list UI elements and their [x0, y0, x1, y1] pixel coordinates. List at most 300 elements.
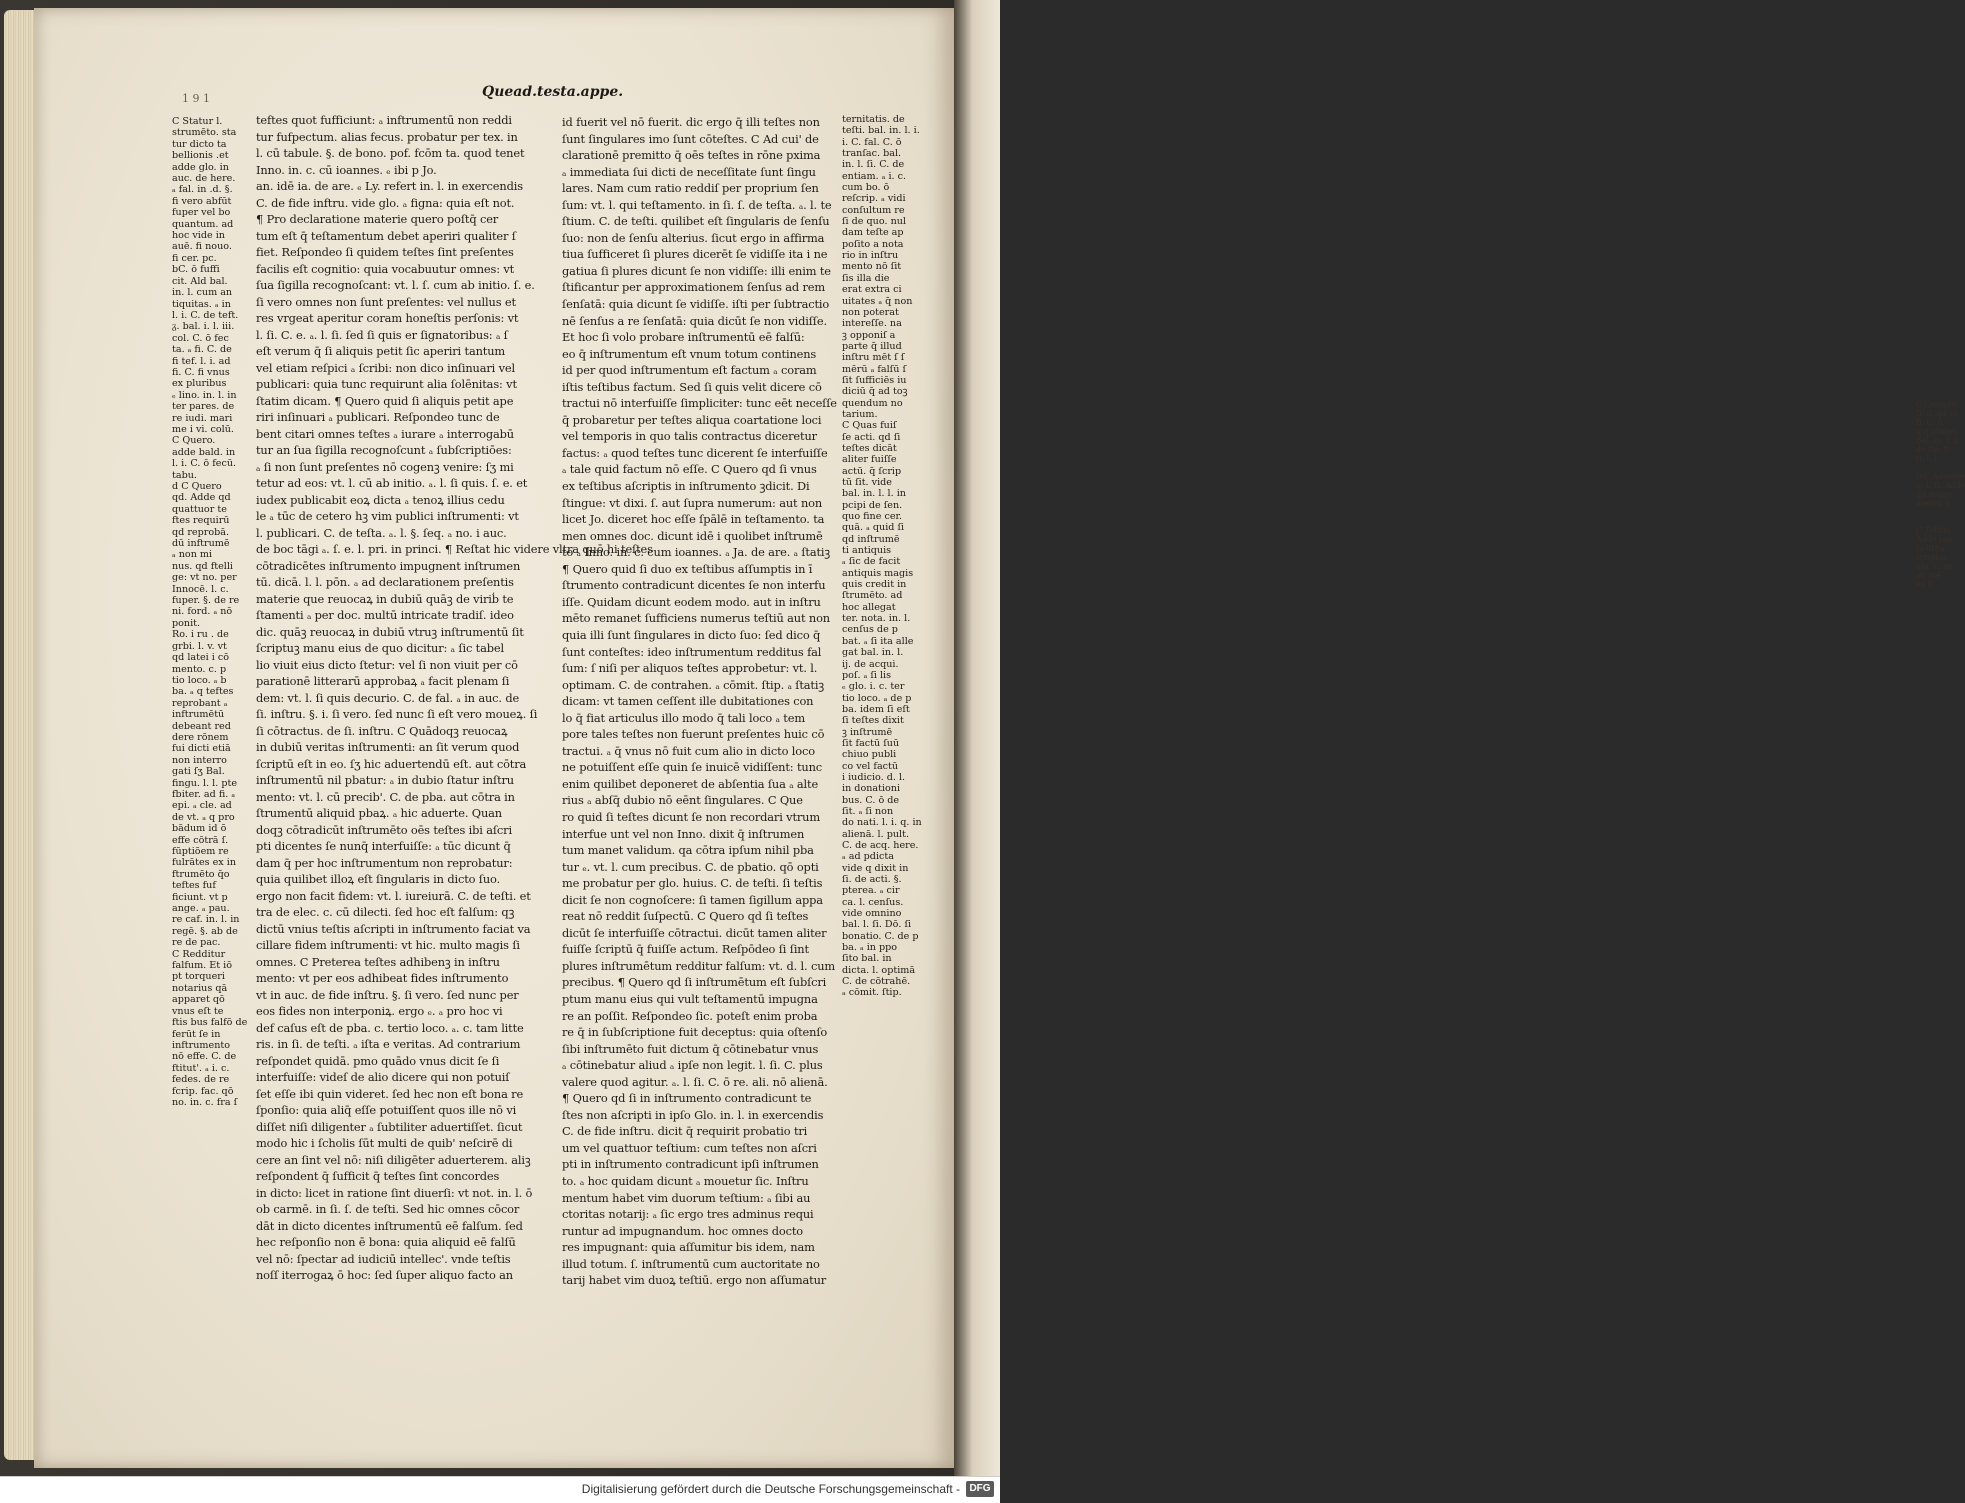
text-line: tur ₑ. vt. l. cum precibus. C. de pbatio. qō opti	[562, 859, 819, 874]
margin-note-line: ſito bal. in	[842, 953, 892, 965]
margin-note-line: auē. fi nouo.	[172, 241, 232, 253]
text-line: ¶ Pro declaratione materie quero poſtq̄ cer	[256, 212, 499, 226]
text-line: to ₐ Inno. in. c. cum ioannes. ₐ Ja. de are. ₐ ſtatiꝫ	[562, 545, 831, 560]
text-line: noſſ iterrogaꝝ ō hoc: ſed ſuper aliquo facto an	[256, 1268, 513, 1282]
text-line: id per quod inſtrumentum eſt factum ₐ coram	[562, 363, 817, 378]
text-line: valere quod agitur. ₐ. l. ſi. C. ō re. ali. nō alienā.	[562, 1074, 828, 1089]
next-page-note-line	[1916, 508, 1954, 517]
text-line: tū. dicā. l. l. pōn. ₐ ad declarationem preſentis	[256, 575, 514, 589]
margin-note-line: tabu.	[172, 469, 197, 481]
text-line: re q̄ in ſubſcriptione fuit deceptus: quia oſtenſo	[562, 1025, 828, 1040]
text-line: in dicto: licet in ratione ſint diuerſi: vt not. in. l. ō	[256, 1185, 533, 1200]
margin-note-line: tarium.	[842, 408, 878, 420]
text-line: interfue unt vel non Inno. dixit q̄ inſtrumen	[562, 826, 805, 841]
margin-note-line: ſi teſtes dixit	[842, 715, 904, 727]
margin-note-line: bellionis .et	[172, 150, 229, 162]
margin-note-line: C Quas fuiſ	[842, 420, 897, 432]
margin-note-line: bat. ₐ ſi ita alle	[842, 635, 914, 647]
text-line: inſtrumentū nil pbatur: ₐ in dubio ſtatur inſtru	[256, 773, 514, 787]
margin-note-line: ₐ non mi	[172, 549, 213, 561]
text-line: to. ₐ hoc quidam dicunt ₐ mouetur ſic. Inſtru	[562, 1174, 809, 1188]
margin-note-line: adde glo. in	[172, 161, 229, 173]
text-line: lo q̄ fiat articulus illo modo q̄ tali loco ₐ tem	[562, 710, 805, 725]
footer-bar	[0, 1476, 1000, 1503]
margin-note-line: tū ſit. vide	[842, 477, 892, 488]
margin-note-line: teſti. bal. in. l. i.	[842, 125, 920, 137]
margin-note-line: epi. ₐ cle. ad	[172, 800, 232, 812]
text-line: fuiſſe ſcriptū q̄ fuiſſe actum. Reſpōdeo ſi ſint	[562, 942, 809, 957]
text-line: tum manet validum. qa cōtra ipſum nihil pba	[562, 843, 814, 858]
margin-note-line: do nati. l. i. q. in	[842, 817, 922, 829]
text-line: eo q̄ inſtrumentum eſt vnum totum continens	[562, 346, 817, 361]
margin-note-line: quantum. ad	[172, 218, 234, 230]
margin-note-line: regē. §. ab de	[172, 925, 238, 937]
text-line: reſpondet quidā. pmo quādo vnus dicit ſe ſi	[256, 1053, 500, 1068]
text-line: iſſe. Quidam dicunt eodem modo. aut in inſtru	[562, 594, 821, 609]
text-line: parationē litterarū approbaꝝ ₐ facit plenam ſi	[256, 674, 510, 688]
margin-note-line: tio loco. ₐ de p	[842, 692, 912, 704]
margin-note-line: fi. C. fi vnus	[172, 366, 230, 378]
margin-note-line: cit. Ald bal.	[172, 275, 228, 287]
text-line: ex teſtibus aſcriptis in inſtrumento ꝫdicit. Di	[562, 479, 810, 494]
margin-note-line: qd inſtrumē	[842, 533, 900, 545]
text-line: me probatur per glo. huius. C. de teſti. ſi teſtis	[562, 876, 823, 891]
text-line: enim quilibet deponeret de abſentia ſua ₐ alte	[562, 776, 819, 791]
text-line: tur fufpectum. alias fecus. probatur per tex. in	[256, 129, 518, 144]
margin-note-line: ba. idem ſi eſt	[842, 703, 910, 715]
margin-note-line: re caf. in. l. in	[172, 914, 240, 926]
text-line: tur an ſua ſigilla recognoſcunt ₐ ſubſcriptiōes:	[256, 443, 512, 457]
text-line: publicari: quia tunc requirunt alia ſolēnitas: vt	[256, 377, 517, 391]
text-line: ſunt conteſtes: ideo inſtrumentum redditus fal	[562, 644, 822, 659]
text-line: mento: vt. l. cū precib'. C. de pba. aut cōtra in	[256, 789, 515, 804]
next-page-note-line: ſi. l. i.	[1916, 454, 1940, 463]
text-line: cōtradicētes inſtrumento impugnent inſtrumen	[256, 558, 521, 573]
margin-note-line: ferūt ſe in	[172, 1028, 221, 1040]
margin-note-line: dam teſte ap	[842, 227, 904, 239]
text-line: ſum: ſ niſi per aliquos teſtes approbetur: vt. l.	[562, 661, 818, 676]
margin-note-line: fulrātes ex in	[172, 857, 236, 869]
margin-note-line: vnus eſt te	[172, 1005, 224, 1017]
margin-note-line: ſi. de acti. §.	[842, 874, 902, 886]
margin-note-line: auc. de here.	[172, 173, 236, 185]
margin-note-line: ᵹ. bal. i. l. iii.	[172, 321, 235, 333]
text-line: ſtatim dicam. ¶ Quero quid ſi aliquis petit ape	[256, 393, 514, 408]
margin-note-line: qd latei i cō	[172, 652, 230, 664]
margin-note-line: ₐ ad pdicta	[842, 851, 894, 863]
text-line: ſtrumento contradicunt dicentes ſe non interfu	[562, 578, 826, 593]
next-page-note-line: Adde bar	[1916, 535, 1954, 544]
margin-note-line: hoc allegat	[842, 601, 896, 613]
text-line: gatiua ſi plures dicunt ſe non vidiſſe: illi enim te	[562, 263, 831, 278]
text-line: lio viuit eius dicto ſtetur: vel ſi non viuit per cō	[256, 657, 518, 672]
text-line: clarationē premitto q̄ oēs teſtes in rōne pxima	[562, 148, 821, 163]
text-line: modo hic i ſcholis ſūt multi de quib' neſcirē di	[256, 1136, 513, 1150]
margin-note-line: dere rōnem	[172, 731, 229, 743]
margin-note-line: fedes. de re	[172, 1074, 230, 1086]
margin-note-line: bal. in. l. l. in	[842, 488, 906, 500]
right-margin-notes	[842, 114, 932, 999]
text-line: ctoritas notarij: ₐ ſic ergo tres adminus requi	[562, 1207, 814, 1222]
margin-note-line: mento nō ſit	[842, 261, 902, 273]
margin-note-line: fi cer. pc.	[172, 252, 217, 264]
margin-note-line: intereſſe. na	[842, 318, 902, 330]
margin-note-line: diciū q̄ ad toꝫ	[842, 386, 908, 398]
margin-note-line: ter. nota. in. l.	[842, 613, 911, 625]
margin-note-line: tur dicto ta	[172, 138, 227, 150]
text-line: factus: ₐ quod teſtes tunc dicerent ſe interfuiſſe	[562, 445, 828, 460]
margin-note-line: pcipi de ſen.	[842, 499, 903, 511]
next-page-note-line: ex ſi	[1916, 580, 1934, 589]
margin-note-line: vide omnino	[842, 908, 902, 920]
text-line: vt in auc. de fide inſtru. §. ſi vero. ſed nunc per	[256, 987, 519, 1002]
margin-note-line: ter pares. de	[172, 401, 235, 413]
next-page-margin-notes	[1916, 400, 1965, 1120]
margin-note-line: ſit. ₐ ſi non	[842, 805, 894, 817]
text-line: tiua ſufficeret ſi plures dicerēt ſe vidiſſe ita i ne	[562, 247, 828, 262]
margin-note-line: grbi. l. v. vt	[172, 640, 227, 652]
text-line: fiet. Reſpondeo ſi quidem teſtes ſint preſentes	[256, 245, 514, 259]
text-line: def caſus eſt de pba. c. tertio loco. ₐ. c. tam litte	[256, 1020, 524, 1035]
text-line: pore tales teſtes non fuerunt preſentes huic cō	[562, 727, 825, 742]
text-line: dic. quāꝫ reuocaꝝ in dubiū vtruꝫ inſtrumentū ſit	[256, 624, 524, 639]
text-line: licet Jo. diceret hoc eſſe ſpālē in teſtamento. ta	[562, 512, 825, 527]
margin-note-line: d C Quero	[172, 481, 222, 492]
text-line: vel etiam reſpici ₐ ſcribi: non dico inſinuari vel	[256, 360, 515, 375]
margin-note-line: erat extra ci	[842, 284, 902, 296]
margin-note-line: co vel factū	[842, 760, 899, 772]
margin-note-line: ꝫ inſtrumē	[842, 726, 893, 738]
margin-note-line: parte q̄ illud	[842, 340, 902, 352]
margin-note-line: qd reprobā.	[172, 526, 230, 538]
text-line: ſuo: non de ſenſu alterius. ſicut ergo in affirma	[562, 230, 825, 245]
margin-note-line: bus. C. ō de	[842, 794, 900, 806]
margin-note-line: teftes fuf	[172, 880, 216, 892]
next-page-note-line: ſcriptos	[1916, 553, 1948, 562]
text-line: C. de fide inftru. vide glo. ₐ figna: quia eſt not.	[256, 195, 515, 210]
text-line: ergo non facit fidem: vt. l. iureiurā. C. de teſti. et	[256, 888, 531, 903]
text-line: de boc tāgi ₐ. ſ. e. l. pri. in princi. ¶ Reſtat hic videre vltra quō hi teſtes	[256, 542, 653, 556]
text-line: diſſet niſi diligenter ₐ ſubtiliter aduertiſſet. ſicut	[256, 1119, 523, 1134]
margin-note-line: cum bo. ō	[842, 182, 890, 194]
margin-note-line: ta. ₐ fi. C. de	[172, 344, 232, 356]
margin-note-line: pterea. ₐ cir	[842, 885, 900, 897]
margin-note-line: ſi de quo. nul	[842, 216, 906, 228]
margin-note-line: ange. ₐ pau.	[172, 903, 230, 915]
text-line: res vrgeat aperitur coram honeſtis perſonis: vt	[256, 311, 519, 325]
margin-note-line: pt torqueri	[172, 971, 225, 983]
margin-note-line: adde bald. in	[172, 446, 236, 458]
margin-note-line: non poterat	[842, 306, 899, 318]
text-line: ro quid ſi teſtes dicunt ſe non recordari vtrum	[562, 809, 821, 824]
margin-note-line: inftrumento	[172, 1039, 231, 1051]
margin-note-line: bonatio. C. de p	[842, 930, 919, 942]
margin-note-line: dicta. l. optimā	[842, 964, 916, 976]
next-page-note-line: q q plures	[1916, 427, 1957, 436]
next-page-note-line: C Quando	[1916, 400, 1957, 409]
text-line: ſtificantur per approximationem ſenſus ad rem	[562, 280, 826, 295]
margin-note-line: ex pluribus	[172, 378, 227, 390]
margin-note-line: poſ. ₐ ſi lis	[842, 669, 892, 681]
next-page-note-line: ſi. C. ō	[1916, 418, 1943, 427]
margin-note-line: de vt. ₐ q pro	[172, 811, 235, 823]
margin-note-line: tio loco. ₐ b	[172, 674, 227, 686]
margin-note-line: Innocē. l. c.	[172, 583, 229, 595]
margin-note-line: ftitut'. ₐ i. c.	[172, 1062, 230, 1074]
text-line: reſpondent q̄ ſufficit q̄ teſtes ſint concordes	[256, 1169, 500, 1183]
margin-note-line: nus. qd ftelli	[172, 560, 234, 572]
text-line: ₐ tale quid factum nō eſſe. C Quero qd ſi vnus	[562, 462, 817, 477]
margin-note-line: ₐ fal. in .d. §.	[172, 184, 233, 196]
text-line: optimam. C. de contrahen. ₐ cōmit. ſtip. ₐ ſtatiꝫ	[562, 677, 825, 692]
margin-note-line: inſtru mēt ſ ſ	[842, 352, 905, 364]
margin-note-line: ſit ſufficiēs iu	[842, 374, 907, 386]
next-page-note-line: la libra	[1916, 544, 1945, 553]
margin-note-line: quattuor te	[172, 503, 227, 515]
text-line: ſet eſſe ibi quin videret. ſed hec non eſt bona re	[256, 1086, 524, 1101]
margin-note-line: ba. ₐ q teftes	[172, 686, 234, 698]
margin-note-line: uitates ₐ q̄ non	[842, 295, 913, 307]
text-line: materie que reuocaꝝ in dubiū quāꝫ de viriḃ te	[256, 591, 514, 606]
text-line: dāt in dicto dicentes inſtrumentū eē falſum. ſed	[256, 1218, 523, 1233]
margin-note-line: ſe acti. qd ſi	[842, 431, 901, 443]
text-line: tum eſt q̄ teſtamentum debet aperiri qualiter ſ	[256, 228, 516, 243]
margin-note-line: quo fine cer.	[842, 511, 903, 523]
margin-note-line: rio in inſtru	[842, 250, 899, 262]
text-line: ſunt ſingulares imo ſunt cōteſtes. C Ad cui' de	[562, 131, 819, 146]
margin-note-line: quā. ₐ quid ſi	[842, 522, 905, 534]
text-line: ſtamenti ₐ per doc. multū intricate tradiſ. ideo	[256, 608, 514, 622]
text-line: ſua ſigilla recognoſcant: vt. l. ſ. cum ab initio. ſ. e.	[256, 278, 535, 292]
text-line: l. ſi. C. e. ₐ. l. ſi. ſed ſi quis er ſignatoribus: ₐ ſ	[256, 327, 508, 342]
text-line: vel nō: ſpectar ad iudiciū intellec'. vnde teſtis	[256, 1251, 511, 1266]
text-line: lares. Nam cum ratio reddiſ per proprium ſen	[562, 181, 819, 196]
text-line: pti dicentes ſe nunq̄ interfuiſſe: ₐ tūc dicunt q̄	[256, 839, 511, 853]
next-page-edge	[954, 0, 1965, 1476]
text-line: ſtrumentū aliquid pbaꝝ. ₐ hic aduerte. Quan	[256, 806, 502, 820]
text-line: quia illi ſunt ſingulares in dicto ſuo: ſed dico q̄	[562, 627, 821, 642]
text-line: tra de elec. c. cū dilecti. ſed hoc eſt falſum: qꝫ	[256, 905, 515, 919]
text-line: ₐ ſi non ſunt preſentes nō cogenꝫ venire: ſʒ mi	[256, 459, 514, 474]
margin-note-line: tranſac. bal.	[842, 148, 902, 160]
next-page-note-line: mentū q̄	[1916, 499, 1950, 508]
text-line: reat nō reddit ſuſpectū. C Quero qd ſi teſtes	[562, 909, 809, 924]
text-line: facilis eſt cognitio: quia vocabuutur omnes: vt	[256, 261, 515, 276]
text-line: dicam: vt tamen ceſſent ille dubitationes con	[562, 694, 814, 709]
text-line: l. publicari. C. de teſta. ₐ. l. §. ſeq. ₐ no. i auc.	[256, 525, 507, 540]
text-line: ſtingue: vt dixi. ſ. aut ſupra numerum: aut non	[562, 495, 823, 510]
text-line: mentum habet vim duorum teſtium: ₐ ſibi au	[562, 1190, 811, 1205]
margin-note-line: actū. q̄ ſcrip	[842, 465, 902, 477]
margin-note-line: antiquis magis	[842, 567, 914, 579]
margin-note-line: fūptiōem re	[172, 846, 229, 857]
next-page-note-line: ia. mē	[1916, 571, 1941, 580]
margin-note-line: ꝫ opponiſ a	[842, 329, 896, 341]
next-page-note-line: C Teſtim	[1916, 526, 1951, 535]
text-line: ſcriptuꝫ manu eius de quo dicitur: ₐ ſic tabel	[256, 641, 504, 655]
text-line: ſtes non aſcripti in ipſo Glo. in. l. in exercendis	[562, 1107, 824, 1122]
margin-note-line: poſito a nota	[842, 238, 904, 250]
text-line: pti in inſtrumento contradicunt ipſi inſtrumen	[562, 1157, 819, 1172]
text-line: runtur ad impugnandum. hoc omnes docto	[562, 1223, 803, 1238]
margin-note-line: bC. ō fuffi	[172, 264, 220, 276]
text-line: dem: vt. l. ſi quis decurio. C. de fal. ₐ in auc. de	[256, 690, 520, 705]
text-line: iudex publicabit eoꝝ dicta ₐ tenoꝝ illius cedu	[256, 492, 505, 507]
margin-note-line: apparet qō	[172, 994, 225, 1006]
text-line: rius ₐ abſq̄ dubio nō eēnt ſingulares. C Que	[562, 793, 803, 808]
text-line: ₐ cōtinebatur aliud ₐ ipſe non legit. l. ſi. C. plus	[562, 1058, 823, 1073]
margin-note-line: re iudi. mari	[172, 412, 233, 424]
margin-note-line: ti antiquis	[842, 545, 892, 557]
next-page-note-line	[1916, 517, 1954, 526]
footer-credit: Digitalisierung gefördert durch die Deutsche Forschungsgemeinschaft -	[581, 1482, 960, 1496]
margin-note-line: l. i. C. ō fecū.	[172, 458, 237, 470]
margin-note-line: strumēto. sta	[172, 127, 237, 139]
margin-note-line: ₑ glo. i. c. ter	[842, 681, 905, 693]
text-line: ¶ Quero quid ſi duo ex teſtibus aſſumptis in ī	[562, 561, 813, 576]
margin-note-line: alienā. l. pult.	[842, 828, 909, 840]
margin-note-line: gat bal. in. l.	[842, 647, 904, 659]
text-line: ne potuiſſent eſſe quin ſe inuicē vidiſſent: tunc	[562, 760, 822, 775]
margin-note-line: ij. de acqui.	[842, 658, 899, 670]
text-line: le ₐ tūc de cetero hꝫ vim publici inſtrumenti: vt	[256, 509, 519, 523]
text-line: tractui. ₐ q̄ vnus nō fuit cum alio in dicto loco	[562, 743, 815, 758]
text-line: men omnes doc. dicunt idē i quolibet inſtrumē	[562, 528, 823, 543]
text-line: ſi. inſtru. §. i. ſi vero. ſed nunc ſi eſt vero moueꝝ. ſi	[256, 707, 538, 721]
margin-note-line: fingu. l. l. pte	[172, 777, 238, 789]
text-line: omnes. C Preterea teſtes adhibenꝫ in inſtru	[256, 954, 500, 969]
text-line: ſcriptū eſt in eo. ſʒ hic aduertendū eſt. aut cōtra	[256, 756, 527, 771]
left-margin-notes	[172, 116, 248, 1108]
margin-note-line: tiquitas. ₐ in	[172, 298, 231, 310]
margin-note-line: C. de acq. here.	[842, 840, 919, 851]
text-line: um vel quattuor teſtium: cum teſtes non aſcri	[562, 1140, 817, 1155]
margin-note-line: ſis illa die	[842, 272, 890, 284]
margin-note-line: vide q dixit in	[842, 862, 909, 874]
margin-note-line: ficiunt. vt p	[172, 891, 228, 903]
text-line: plures inſtrumētum redditur falſum: vt. d. l. cum	[562, 958, 836, 973]
text-line: precibus. ¶ Quero qd ſi inſtrumētum eſt ſubſcri	[562, 975, 827, 990]
text-line: iſtis teſtibus factum. Sed ſi quis velit dicere cō	[562, 379, 822, 394]
margin-note-line: C Quero.	[172, 435, 216, 447]
margin-note-line: ſtrumēto. ad	[842, 590, 903, 602]
margin-note-line: ₐ cōmit. ſtip.	[842, 987, 902, 999]
margin-note-line: fbiter. ad fi. ₐ	[172, 788, 236, 800]
text-line: ſtium. C. de teſti. quilibet eſt ſingularis de ſenſu	[562, 214, 830, 229]
margin-note-line: ſit factū ſuū	[842, 737, 900, 749]
text-line: teftes quot fufficiunt: ₐ inftrumentū non reddi	[256, 113, 512, 127]
text-line: ¶ Quero qd ſi in inſtrumento contradicunt te	[562, 1091, 812, 1106]
text-line: tractui nō interfuiſſe ſimpliciter: tunc eēt neceſſe	[562, 396, 837, 411]
next-page-note-line: qd magis	[1916, 490, 1953, 499]
text-line: nē ſenſus a re ſenſatā: quia dicūt ſe non vidiſſe.	[562, 313, 827, 328]
margin-note-line: fcrip. fac. qō	[172, 1085, 234, 1097]
margin-note-line: cenſus de p	[842, 624, 898, 636]
margin-note-line: quis credit in	[842, 579, 907, 591]
text-line: vel temporis in quo talis contractus diceretur	[562, 429, 817, 444]
text-line: illud totum. ſ. inſtrumentū cum auctoritate no	[562, 1256, 820, 1271]
margin-note-line: col. C. ō fec	[172, 332, 229, 344]
text-line: res impugnant: quia aſſumitur bis idem, nam	[562, 1240, 815, 1255]
margin-note-line: C Redditur	[172, 948, 226, 960]
text-line: quia quilibet illoꝝ eſt ſingularis in dicto ſuo.	[256, 872, 501, 886]
next-page-note-line: bal. in. l. i.	[1916, 436, 1960, 445]
text-line: tarij habet vim duoꝝ teſtiū. ergo non aſſumatur	[562, 1273, 827, 1288]
main-column-right	[562, 114, 837, 1289]
margin-note-line: Ro. i ru . de	[172, 629, 229, 641]
margin-note-line: l. i. C. de teft.	[172, 309, 239, 321]
text-line: in dubiū veritas inſtrumenti: an ſit verum quod	[256, 740, 520, 754]
margin-note-line: debeant red	[172, 720, 231, 732]
text-line: interfuiſſe: videſ de alio dicere qui non potuiſ	[256, 1070, 510, 1084]
margin-note-line: entiam. ₐ i. c.	[842, 170, 907, 182]
margin-note-line: hoc vide in	[172, 230, 225, 242]
text-line: mēto remanet ſufficiens numerus teſtiū aut non	[562, 611, 830, 626]
margin-note-line: fui dicti etiā	[172, 743, 231, 755]
text-line: an. idē ia. de are. ₑ Ly. refert in. l. in exercendis	[256, 179, 523, 193]
margin-note-line: non interro	[172, 754, 227, 766]
margin-note-line: me i vi. colū.	[172, 423, 234, 435]
text-line: ptum manu eius qui vult teſtamentū impugna	[562, 991, 818, 1006]
next-page-note-line: ſi. d. qd vi	[1916, 409, 1957, 418]
margin-note-line: teſtes dicāt	[842, 442, 897, 454]
text-line: ſibi inſtrumēto fuit dictum q̄ cōtinebatur vnus	[562, 1041, 819, 1056]
margin-note-line: fi vero abfūt	[172, 195, 232, 207]
next-page-note-line	[1916, 463, 1954, 472]
margin-note-line: mērū ₐ falſū ſ	[842, 363, 907, 375]
margin-note-line: C Statur l.	[172, 116, 223, 127]
margin-note-line: ftrumēto q̄o	[172, 868, 230, 880]
margin-note-line: ₐ ſic de facit	[842, 556, 901, 568]
margin-note-line: ftis bus falfō de	[172, 1017, 248, 1029]
margin-note-line: ba. ₐ in ppo	[842, 942, 898, 954]
margin-note-line: nō effe. C. de	[172, 1051, 237, 1063]
text-line: dictū vnius teſtis aſcripti in inſtrumento faciat va	[256, 921, 531, 936]
margin-note-line: qd. Adde qd	[172, 492, 231, 504]
next-page-note-line: de fal. fr	[1916, 445, 1951, 454]
margin-note-line: fuper vel bo	[172, 207, 231, 219]
margin-note-line: bal. l. ſi. Dō. ſi	[842, 919, 912, 931]
text-line: id fuerit vel nō fuerit. dic ergo q̄ illi teſtes non	[562, 115, 820, 129]
margin-note-line: reprobant ₐ	[172, 697, 228, 709]
text-line: eos fides non interponiꝝ. ergo ₑ. ₐ pro hoc vi	[256, 1004, 503, 1018]
text-line: doqꝫ cōtradicūt inſtrumēto oēs teſtes ibi aſcri	[256, 822, 512, 837]
text-line: bent citari omnes teſtes ₐ iurare ₐ interrogabū	[256, 426, 514, 441]
margin-note-line: ni. ford. ₐ nō	[172, 606, 233, 618]
margin-note-line: ₑ lino. in. l. in	[172, 389, 237, 401]
margin-note-line: reſcrip. ₐ vidi	[842, 193, 906, 205]
margin-note-line: i iudicio. d. l.	[842, 771, 906, 783]
text-line: ſi vero omnes non ſunt preſentes: vel nullus et	[256, 294, 516, 309]
margin-note-line: ponit.	[172, 617, 201, 629]
text-line: dam q̄ per hoc inſtrumentum non reprobatur:	[256, 855, 513, 870]
running-head: Quead.testa.appe.	[482, 84, 624, 100]
margin-note-line: ca. l. cenſus.	[842, 896, 904, 908]
margin-note-line: mento. c. p	[172, 663, 227, 675]
margin-note-line: in. l. cum an	[172, 287, 233, 299]
margin-note-line: gati ſʒ Bal.	[172, 766, 225, 778]
margin-note-line: inftrumētū	[172, 709, 225, 721]
main-column-left	[256, 112, 653, 1284]
margin-note-line: dū inftrumē	[172, 538, 230, 550]
text-line: riri inſinuari ₐ publicari. Reſpondeo tunc de	[256, 410, 500, 424]
margin-note-line: re de pac.	[172, 937, 221, 949]
margin-note-line: notarius qā	[172, 982, 228, 994]
text-line: tetur ad eos: vt. l. cū ab initio. ₐ. l. ſi quis. ſ. e. et	[256, 476, 528, 490]
margin-note-line: falfum. Et iō	[172, 960, 233, 972]
text-line: eſt verum q̄ ſi aliquis petit ſic aperiri tantum	[256, 344, 506, 358]
margin-note-line: ternitatis. de	[842, 114, 905, 125]
